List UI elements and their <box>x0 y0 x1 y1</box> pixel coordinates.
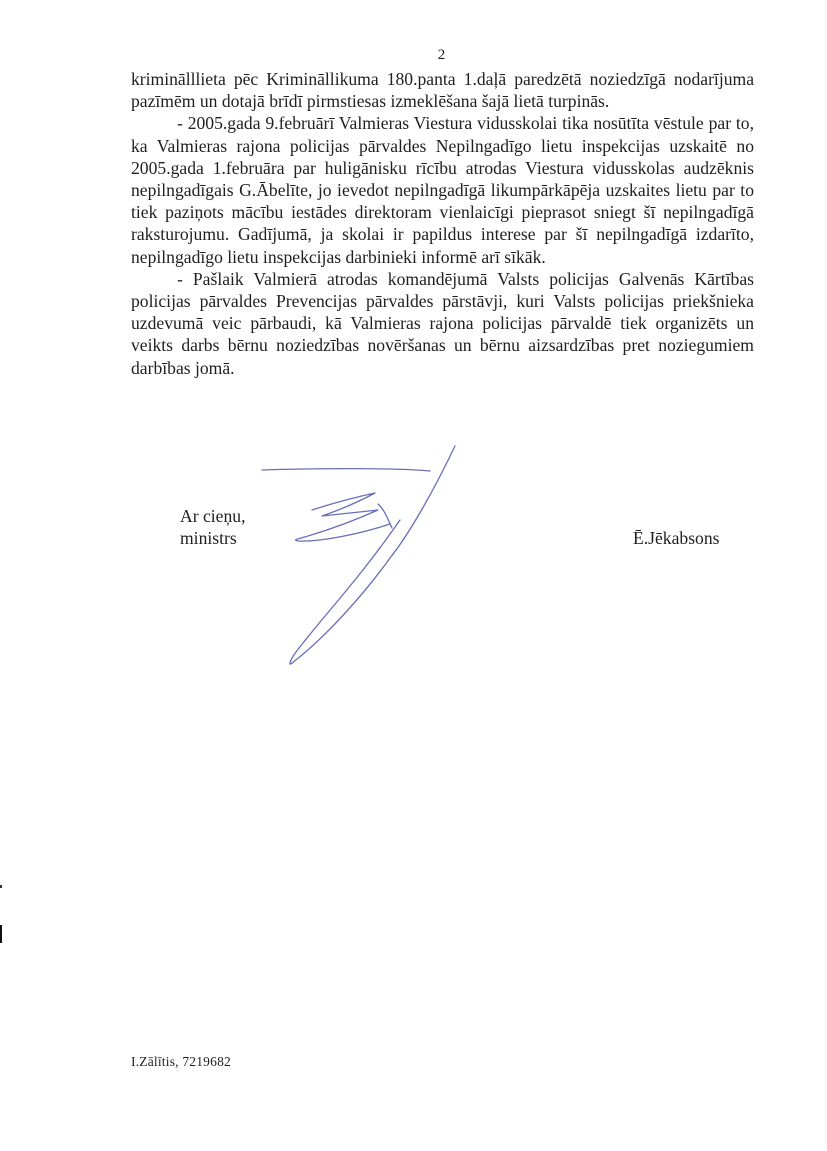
scan-edge-mark <box>0 925 2 943</box>
page-number: 2 <box>437 47 446 63</box>
letter-body <box>131 68 754 379</box>
handwritten-signature <box>250 438 480 673</box>
closing-salutation: Ar cieņu, <box>180 506 246 526</box>
signature-stroke <box>378 504 392 528</box>
closing-block <box>180 505 245 550</box>
scan-edge-mark <box>0 885 2 888</box>
signer-position: ministrs <box>180 528 237 549</box>
signature-stroke <box>262 469 430 471</box>
footer-contact: I.Zālītis, 7219682 <box>131 1054 231 1069</box>
body-paragraph-3: - Pašlaik Valmierā atrodas komandējumā Valsts policijas Galvenās Kārtības policijas pārvaldes Prevencijas pārvaldes pārstāvji, kuri Valsts policijas priekšnieka uzdevumā veic pārbaudi, kā Valmieras rajona policijas pārvaldē tiek organizēts un veikts darbs bērnu noziedzības novēršanas un bērnu aizsardzības pret noziegumiem darbības jomā. <box>131 268 754 378</box>
signature-stroke <box>290 446 455 664</box>
signature-stroke <box>296 493 390 541</box>
signer-name: Ē.Jēkabsons <box>633 528 720 548</box>
body-paragraph-1: kriminālllieta pēc Krimināllikuma 180.panta 1.daļā paredzētā noziedzīgā nodarījuma pazīmēm un dotajā brīdī pirmstiesas izmeklēšana šajā lietā turpinās. <box>131 69 754 112</box>
body-paragraph-2: - 2005.gada 9.februārī Valmieras Viestura vidusskolai tika nosūtīta vēstule par to, ka Valmieras rajona policijas pārvaldes Nepilngadīgo lietu inspekcijas uzskaitē no 2005.gada 1.februāra par huligānisku rīcību atrodas Viestura vidusskolas audzēknis nepilngadīgais G.Ābelīte, jo ievedot nepilngadīgā likumpārkāpēja uzskaites lietu par to tiek paziņots mācību iestādes direktoram vienlaicīgi pieprasot sniegt šī nepilngadīgā raksturojumu. Gadījumā, ja skolai ir papildus interese par šī nepilngadīgā izdarīto, nepilngadīgo lietu inspekcijas darbinieki informē arī sīkāk. <box>131 113 754 267</box>
